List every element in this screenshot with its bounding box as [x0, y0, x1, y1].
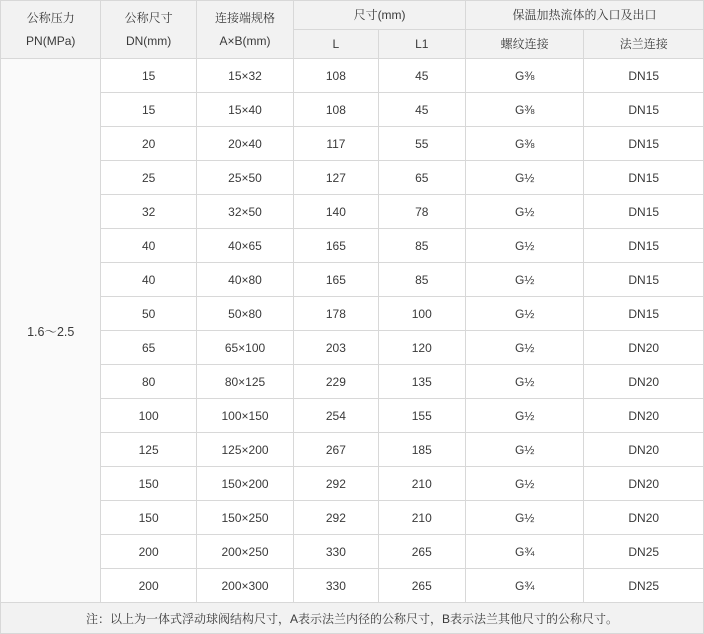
cell-connection-spec: 200×300 [196, 569, 293, 603]
cell-nominal-size: 150 [101, 501, 196, 535]
table-row [1, 365, 704, 399]
table-row [1, 535, 704, 569]
cell-nominal-size: 200 [101, 569, 196, 603]
header-row-top [1, 1, 704, 30]
header-size-group: 尺寸(mm) [294, 1, 466, 30]
cell-flange-connection: DN15 [584, 263, 704, 297]
table-row [1, 297, 704, 331]
table-body [1, 59, 704, 603]
cell-connection-spec: 100×150 [196, 399, 293, 433]
cell-nominal-pressure-value: 1.6～2.5 [1, 59, 101, 603]
cell-size-l: 165 [294, 229, 378, 263]
cell-size-l1: 135 [378, 365, 465, 399]
cell-flange-connection: DN15 [584, 59, 704, 93]
cell-nominal-size: 65 [101, 331, 196, 365]
header-thread-connection: 螺纹连接 [465, 30, 584, 59]
cell-connection-spec: 150×200 [196, 467, 293, 501]
cell-flange-connection: DN15 [584, 195, 704, 229]
cell-size-l: 108 [294, 93, 378, 127]
header-connection-spec [196, 1, 293, 59]
table-row [1, 467, 704, 501]
cell-size-l: 127 [294, 161, 378, 195]
table-header [1, 1, 704, 59]
cell-thread-connection: G½ [465, 433, 584, 467]
cell-thread-connection: G⅜ [465, 127, 584, 161]
cell-size-l: 254 [294, 399, 378, 433]
table-row [1, 433, 704, 467]
cell-thread-connection: G½ [465, 399, 584, 433]
cell-nominal-size: 50 [101, 297, 196, 331]
table-row [1, 195, 704, 229]
cell-connection-spec: 40×80 [196, 263, 293, 297]
cell-connection-spec: 40×65 [196, 229, 293, 263]
cell-size-l: 229 [294, 365, 378, 399]
cell-size-l1: 65 [378, 161, 465, 195]
cell-nominal-size: 125 [101, 433, 196, 467]
cell-thread-connection: G¾ [465, 535, 584, 569]
cell-thread-connection: G½ [465, 263, 584, 297]
cell-thread-connection: G½ [465, 229, 584, 263]
table-row [1, 93, 704, 127]
cell-flange-connection: DN15 [584, 127, 704, 161]
cell-size-l1: 120 [378, 331, 465, 365]
cell-flange-connection: DN20 [584, 501, 704, 535]
cell-connection-spec: 25×50 [196, 161, 293, 195]
cell-size-l: 330 [294, 535, 378, 569]
header-nominal-size-line1: 公称尺寸 [124, 10, 173, 25]
cell-connection-spec: 125×200 [196, 433, 293, 467]
cell-size-l1: 100 [378, 297, 465, 331]
cell-flange-connection: DN15 [584, 229, 704, 263]
cell-size-l1: 265 [378, 535, 465, 569]
cell-size-l: 178 [294, 297, 378, 331]
header-flange-connection: 法兰连接 [584, 30, 704, 59]
header-nominal-size-line2: DN(mm) [125, 33, 172, 48]
cell-size-l: 117 [294, 127, 378, 161]
cell-size-l: 165 [294, 263, 378, 297]
cell-size-l1: 85 [378, 229, 465, 263]
cell-thread-connection: G¾ [465, 569, 584, 603]
cell-connection-spec: 20×40 [196, 127, 293, 161]
header-nominal-size [101, 1, 196, 59]
cell-nominal-size: 80 [101, 365, 196, 399]
cell-nominal-size: 32 [101, 195, 196, 229]
cell-nominal-size: 20 [101, 127, 196, 161]
cell-size-l1: 45 [378, 93, 465, 127]
cell-size-l1: 265 [378, 569, 465, 603]
cell-nominal-size: 40 [101, 263, 196, 297]
footnote-text: 注：以上为一体式浮动球阀结构尺寸，A表示法兰内径的公称尺寸，B表示法兰其他尺寸的公称尺寸。 [1, 603, 704, 634]
table-row [1, 399, 704, 433]
cell-nominal-size: 15 [101, 93, 196, 127]
cell-thread-connection: G½ [465, 501, 584, 535]
cell-size-l: 203 [294, 331, 378, 365]
table-row [1, 501, 704, 535]
cell-nominal-size: 100 [101, 399, 196, 433]
cell-thread-connection: G½ [465, 161, 584, 195]
cell-size-l: 330 [294, 569, 378, 603]
cell-size-l1: 45 [378, 59, 465, 93]
cell-flange-connection: DN20 [584, 433, 704, 467]
footnote-row [1, 603, 704, 634]
cell-size-l: 108 [294, 59, 378, 93]
table-row [1, 263, 704, 297]
header-nominal-pressure-line1: 公称压力 [26, 10, 75, 25]
cell-flange-connection: DN25 [584, 535, 704, 569]
table-row [1, 229, 704, 263]
cell-flange-connection: DN15 [584, 297, 704, 331]
cell-flange-connection: DN25 [584, 569, 704, 603]
cell-thread-connection: G½ [465, 467, 584, 501]
cell-size-l1: 155 [378, 399, 465, 433]
cell-thread-connection: G½ [465, 297, 584, 331]
cell-connection-spec: 200×250 [196, 535, 293, 569]
cell-nominal-size: 25 [101, 161, 196, 195]
header-nominal-pressure [1, 1, 101, 59]
table-row [1, 59, 704, 93]
cell-thread-connection: G½ [465, 331, 584, 365]
table-footer [1, 603, 704, 634]
cell-connection-spec: 32×50 [196, 195, 293, 229]
cell-nominal-size: 15 [101, 59, 196, 93]
header-connection-spec-line2: A×B(mm) [219, 33, 271, 48]
cell-connection-spec: 50×80 [196, 297, 293, 331]
cell-size-l1: 210 [378, 467, 465, 501]
cell-nominal-size: 150 [101, 467, 196, 501]
header-connection-spec-line1: 连接端规格 [215, 10, 276, 25]
cell-thread-connection: G⅜ [465, 59, 584, 93]
header-nominal-pressure-line2: PN(MPa) [26, 33, 76, 48]
header-heating-group: 保温加热流体的入口及出口 [465, 1, 703, 30]
cell-size-l: 292 [294, 467, 378, 501]
cell-thread-connection: G½ [465, 365, 584, 399]
cell-connection-spec: 65×100 [196, 331, 293, 365]
table-row [1, 569, 704, 603]
header-size-l: L [294, 30, 378, 59]
cell-thread-connection: G½ [465, 195, 584, 229]
header-size-l1: L1 [378, 30, 465, 59]
cell-size-l: 267 [294, 433, 378, 467]
cell-connection-spec: 150×250 [196, 501, 293, 535]
table-row [1, 127, 704, 161]
cell-size-l1: 78 [378, 195, 465, 229]
cell-size-l: 292 [294, 501, 378, 535]
cell-size-l1: 185 [378, 433, 465, 467]
cell-flange-connection: DN15 [584, 93, 704, 127]
table-row [1, 161, 704, 195]
cell-thread-connection: G⅜ [465, 93, 584, 127]
cell-flange-connection: DN20 [584, 365, 704, 399]
cell-connection-spec: 80×125 [196, 365, 293, 399]
cell-flange-connection: DN20 [584, 467, 704, 501]
cell-flange-connection: DN20 [584, 331, 704, 365]
cell-connection-spec: 15×40 [196, 93, 293, 127]
table-row [1, 331, 704, 365]
cell-size-l1: 210 [378, 501, 465, 535]
cell-connection-spec: 15×32 [196, 59, 293, 93]
cell-flange-connection: DN20 [584, 399, 704, 433]
cell-flange-connection: DN15 [584, 161, 704, 195]
cell-size-l1: 85 [378, 263, 465, 297]
cell-size-l: 140 [294, 195, 378, 229]
cell-size-l1: 55 [378, 127, 465, 161]
cell-nominal-size: 40 [101, 229, 196, 263]
cell-nominal-size: 200 [101, 535, 196, 569]
